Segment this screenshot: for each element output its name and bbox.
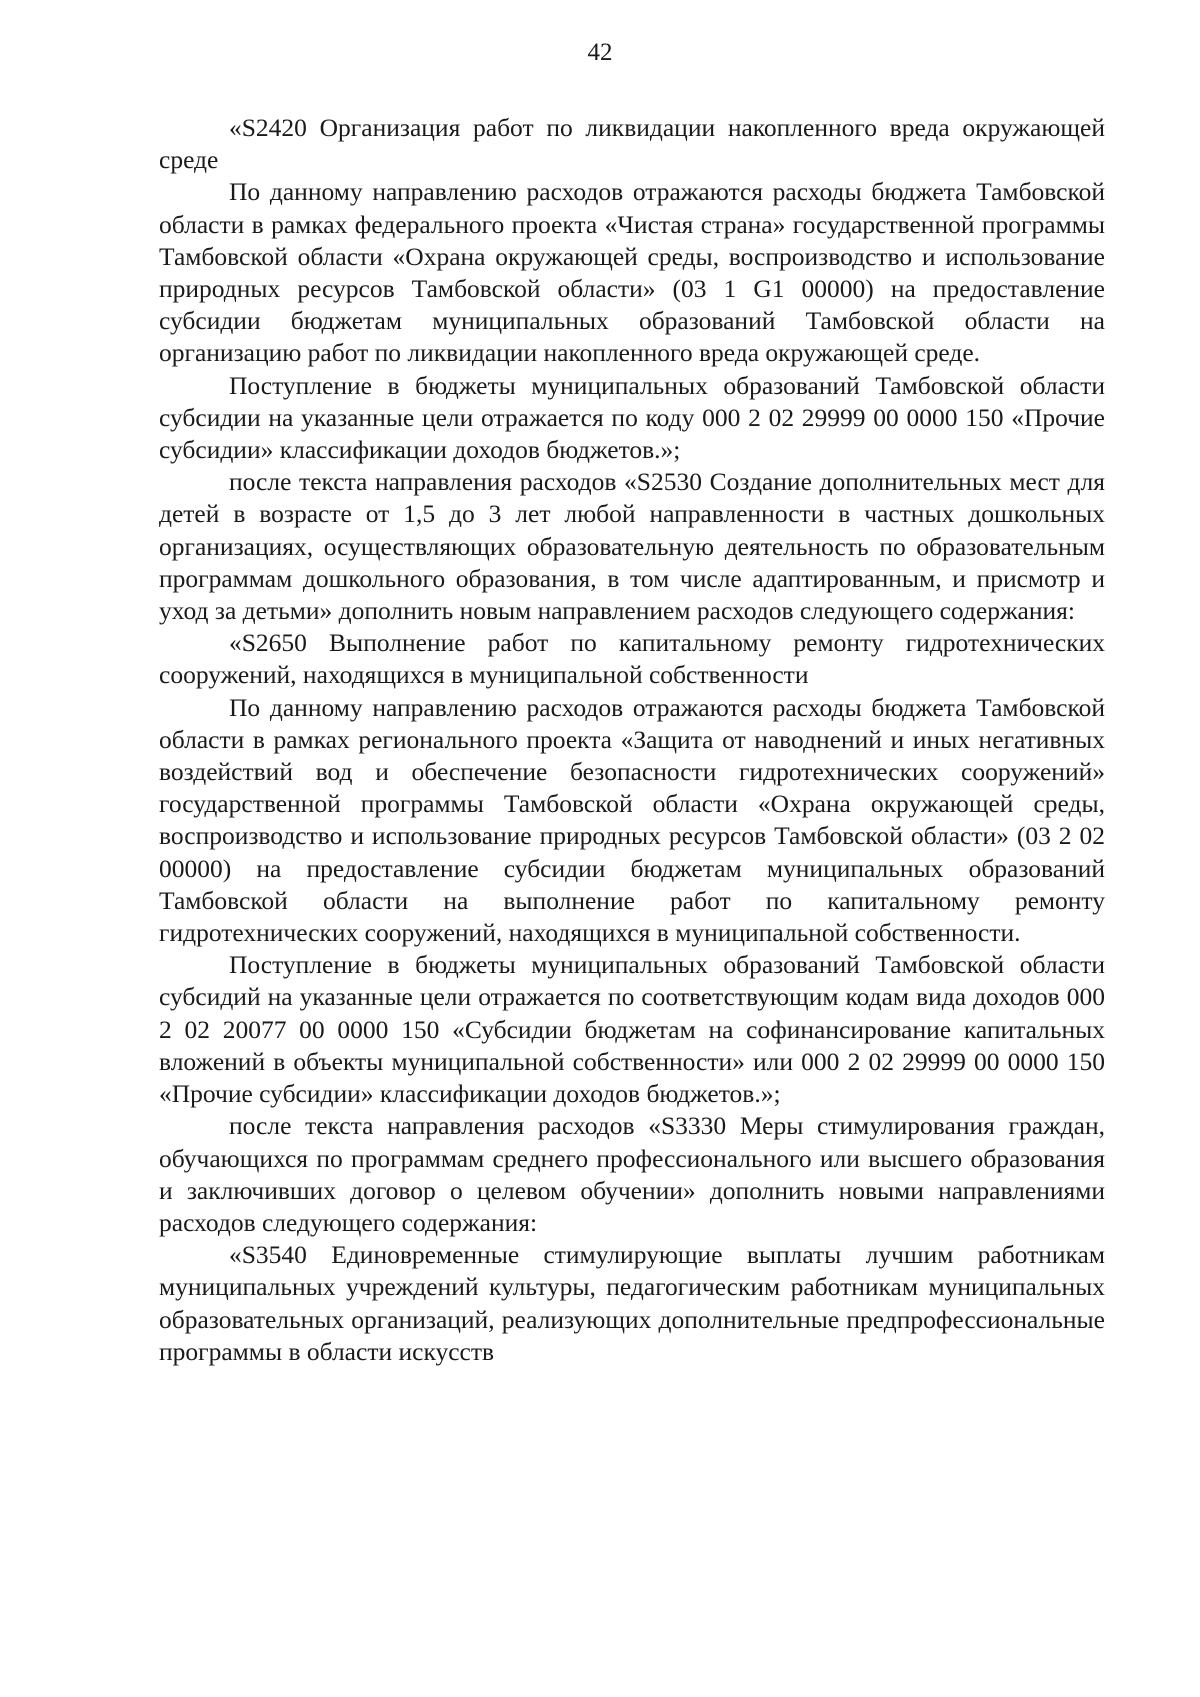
document-body — [159, 112, 1105, 1368]
paragraph-after-s2530: после текста направления расходов «S2530 Создание дополнительных мест для детей в возрасте от 1,5 до 3 лет любой направленности в частных дошкольных организациях, осуществляющих образовательную деятельность по образовательным программам дошкольного образования, в том числе адаптированным, и присмотр и уход за детьми» дополнить новым направлением расходов следующего содержания: — [159, 467, 1105, 626]
paragraph-s2420-heading: «S2420 Организация работ по ликвидации накопленного вреда окружающей среде — [159, 113, 1105, 175]
paragraph-s2420-description: По данному направлению расходов отражаются расходы бюджета Тамбовской области в рамках федерального проекта «Чистая страна» государственной программы Тамбовской области «Охрана окружающей среды, воспроизводство и использование природных ресурсов Тамбовской области» (03 1 G1 00000) на предоставление субсидии бюджетам муниципальных образований Тамбовской области на организацию работ по ликвидации накопленного вреда окружающей среде. — [159, 177, 1105, 368]
paragraph-s2650-heading: «S2650 Выполнение работ по капитальному ремонту гидротехнических сооружений, находящихся в муниципальной собственности — [159, 628, 1105, 690]
paragraph-s2650-description: По данному направлению расходов отражаются расходы бюджета Тамбовской области в рамках регионального проекта «Защита от наводнений и иных негативных воздействий вод и обеспечение безопасности гидротехнических сооружений» государственной программы Тамбовской области «Охрана окружающей среды, воспроизводство и использование природных ресурсов Тамбовской области» (03 2 02 00000) на предоставление субсидии бюджетам муниципальных образований Тамбовской области на выполнение работ по капитальному ремонту гидротехнических сооружений, находящихся в муниципальной собственности. — [159, 692, 1105, 948]
page-number: 42 — [587, 39, 613, 66]
paragraph-s2650-revenue: Поступление в бюджеты муниципальных образований Тамбовской области субсидий на указанные цели отражается по соответствующим кодам вида доходов 000 2 02 20077 00 0000 150 «Субсидии бюджетам на софинансирование капитальных вложений в объекты муниципальной собственности» или 000 2 02 29999 00 0000 150 «Прочие субсидии» классификации доходов бюджетов.»; — [159, 950, 1105, 1109]
paragraph-after-s3330: после текста направления расходов «S3330 Меры стимулирования граждан, обучающихся по программам среднего профессионального или высшего образования и заключивших договор о целевом обучении» дополнить новыми направлениями расходов следующего содержания: — [159, 1111, 1105, 1237]
paragraph-s3540-heading: «S3540 Единовременные стимулирующие выплаты лучшим работникам муниципальных учреждений культуры, педагогическим работникам муниципальных образовательных организаций, реализующих дополнительные предпрофессиональные программы в области искусств — [159, 1240, 1105, 1366]
paragraph-s2420-revenue: Поступление в бюджеты муниципальных образований Тамбовской области субсидии на указанные цели отражается по коду 000 2 02 29999 00 0000 150 «Прочие субсидии» классификации доходов бюджетов.»; — [159, 370, 1105, 465]
